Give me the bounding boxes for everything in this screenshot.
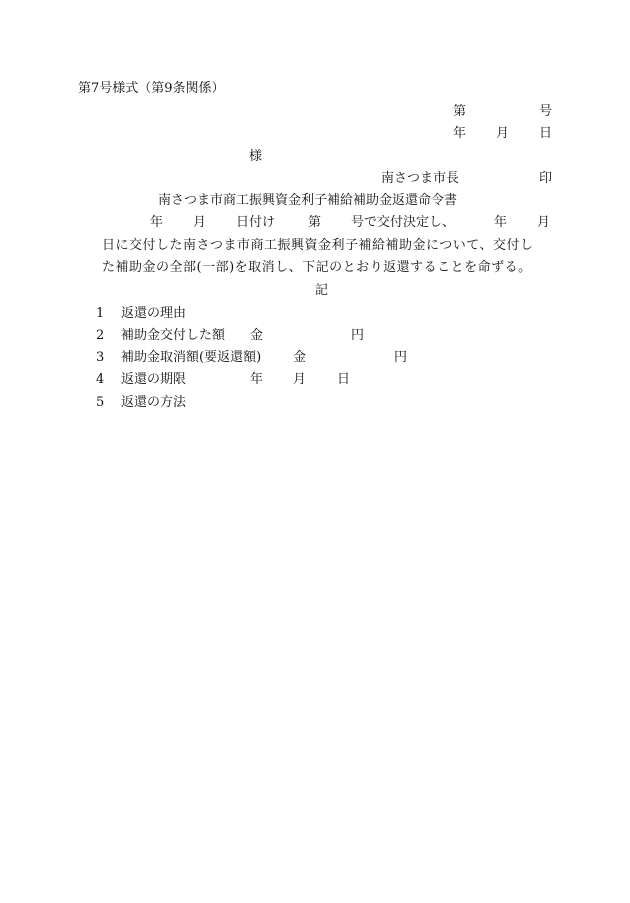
item-label: 補助金取消額(要返還額) (121, 350, 262, 365)
form-label: 第7号様式（第9条関係） (78, 81, 225, 96)
body-line-2: 日に交付した南さつま市商工振興資金利子補給補助金について、交付し (102, 238, 534, 253)
body-line-3: た補助金の全部(一部)を取消し、下記のとおり返還することを命ずる。 (102, 260, 532, 275)
item-number: 3 (96, 350, 105, 365)
item-label: 返還の方法 (121, 395, 187, 410)
date-month: 月 (496, 126, 510, 141)
date-day: 日 (539, 126, 553, 141)
body-number-suffix: 号で交付決定し、 (351, 215, 456, 230)
item-currency: 金 (293, 350, 307, 365)
body-date-suffix: 日付け (236, 215, 276, 230)
item-unit: 円 (394, 350, 408, 365)
body-month: 月 (193, 215, 207, 230)
ki-heading: 記 (315, 283, 329, 298)
date-year: 年 (453, 126, 467, 141)
item-number: 5 (96, 395, 105, 410)
number-prefix: 第 (453, 104, 467, 119)
seal-mark: 印 (539, 171, 553, 186)
item-number: 4 (96, 372, 105, 387)
body-month-2: 月 (537, 215, 551, 230)
item-label: 返還の期限 (121, 372, 187, 387)
item-unit: 円 (351, 328, 365, 343)
item-number: 1 (96, 306, 105, 321)
item-month: 月 (293, 372, 307, 387)
body-number-prefix: 第 (308, 215, 322, 230)
document-title: 南さつま市商工振興資金利子補給補助金返還命令書 (158, 193, 458, 208)
body-year: 年 (150, 215, 164, 230)
item-day: 日 (337, 372, 351, 387)
item-number: 2 (96, 328, 105, 343)
number-suffix: 号 (539, 104, 553, 119)
item-label: 返還の理由 (121, 306, 187, 321)
item-label: 補助金交付した額 (121, 328, 226, 343)
issuer-name: 南さつま市長 (381, 171, 460, 186)
body-year-2: 年 (494, 215, 508, 230)
addressee-suffix: 様 (249, 149, 263, 164)
item-year: 年 (250, 372, 264, 387)
item-currency: 金 (250, 328, 264, 343)
